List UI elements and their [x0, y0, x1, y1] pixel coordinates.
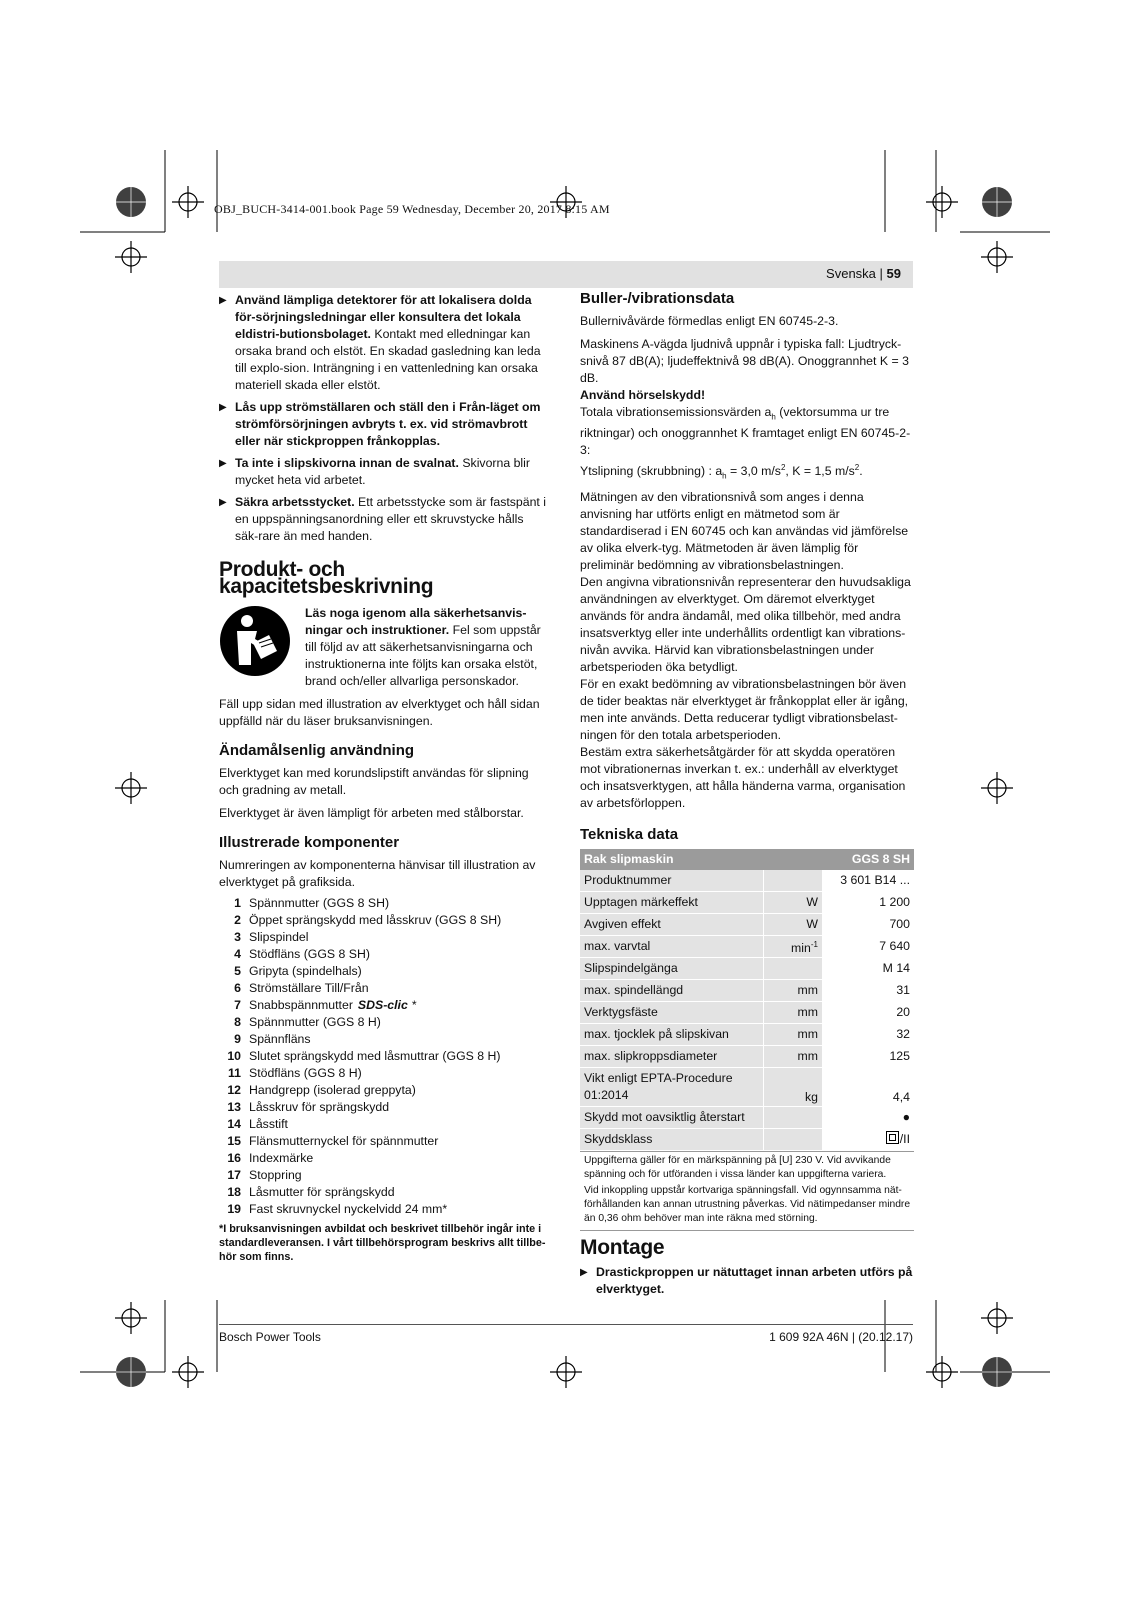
component-item: [219, 1150, 549, 1167]
row-label: Skyddsklass: [580, 1129, 764, 1151]
component-label: Handgrepp (isolerad greppyta): [249, 1083, 416, 1097]
component-label: Spännmutter (GGS 8 SH): [249, 896, 390, 910]
row-label: max. tjocklek på slipskivan: [580, 1024, 764, 1046]
safety-bullet: ▶ Lås upp strömställaren och ställ den i Från-läget om strömförsörjningen avbryts t. ex. vid strömavbrott eller när stickproppen frånkopplas.: [219, 400, 541, 448]
row-unit: W: [764, 892, 823, 914]
triangle-bullet-icon: ▶: [219, 295, 227, 306]
table-row: [580, 1002, 914, 1024]
component-item: [219, 895, 549, 912]
table-row: [580, 1129, 914, 1151]
footer-brand: Bosch Power Tools: [219, 1330, 321, 1344]
component-item: [219, 980, 549, 997]
safety-bullet: ▶ Använd lämpliga detektorer för att lokalisera dolda för-sörjningsledningar eller konsultera det lokala eldistri-butionsbolaget. Kontakt med elledningar kan orsaka brand och elstöt. En skadad gasledning kan leda till explo-sion. Inträngning i en vattenledning kan orsaka materiell skada eller elstöt.: [219, 293, 541, 392]
row-unit: [764, 870, 823, 892]
vibration-paragraph: Den angivna vibrationsnivån representerar den huvudsakliga användningen av elverktyget. Om däremot elverktyget används för andra ändamål, med olika tillbehör, med andra insatsverktyg eller inte underhållits ordentligt kan vibrations-nivån avvika. Härvid kan vibrationsbelastningen under arbetsperioden öka betydligt.: [580, 575, 911, 674]
component-label: Fast skruvnyckel nyckelvidd 24 mm*: [249, 1202, 448, 1216]
sds-clic-footnote-star: *: [411, 998, 417, 1012]
section-title: Produkt- och kapacitetsbeskrivning: [219, 558, 434, 598]
row-unit: mm: [764, 1046, 823, 1068]
row-unit: kg: [764, 1068, 823, 1107]
row-value: M 14: [823, 958, 915, 980]
row-unit: [764, 958, 823, 980]
row-value: ●: [823, 1107, 915, 1129]
component-number: 12: [227, 1083, 241, 1097]
component-item: [219, 1184, 549, 1201]
row-unit: mm: [764, 1024, 823, 1046]
components-list: [219, 895, 549, 1218]
component-label: Indexmärke: [249, 1151, 314, 1165]
component-label: Snabbspännmutter: [249, 998, 353, 1012]
fold-page-text: Fäll upp sidan med illustration av elverktyget och håll sidan uppfälld när du läser bruksanvisningen.: [219, 697, 540, 728]
usage-heading: Ändamålsenlig användning: [219, 742, 415, 759]
component-label: Strömställare Till/Från: [249, 981, 369, 995]
table-row: [580, 1024, 914, 1046]
component-number: 15: [227, 1134, 241, 1148]
component-item: [219, 1133, 549, 1150]
row-value: 31: [823, 980, 915, 1002]
protection-class-icon: [886, 1131, 899, 1144]
row-label: max. spindellängd: [580, 980, 764, 1002]
component-item: [219, 1082, 549, 1099]
component-number: 6: [234, 981, 241, 995]
component-number: 7: [234, 998, 241, 1012]
component-label: Gripyta (spindelhals): [249, 964, 362, 978]
vibration-paragraph: För en exakt bedömning av vibrationsbelastningen bör även de tider beaktas när elverktyget är frånkopplat eller är igång, men inte används. Detta reducerar tydligt vibrationsbelast-ningen för den totala arbetsperioden.: [580, 677, 909, 742]
component-item: [219, 1048, 549, 1065]
left-column: [219, 292, 549, 1264]
component-number: 9: [234, 1032, 241, 1046]
component-number: 3: [234, 930, 241, 944]
tech-data-heading: Tekniska data: [580, 826, 679, 843]
noise-paragraph: Bullernivåvärde förmedlas enligt EN 60745-2-3.: [580, 314, 839, 328]
row-value: 32: [823, 1024, 915, 1046]
table-header-label: Rak slipmaskin: [580, 849, 823, 870]
component-number: 11: [228, 1066, 241, 1080]
row-value: 4,4: [823, 1068, 915, 1107]
footer-rule: [219, 1324, 913, 1325]
table-notes: Uppgifterna gäller för en märkspänning på [U] 230 V. Vid avvikande spänning och för utföranden i vissa länder kan uppgifterna variera. Vid inkoppling uppstår kortvariga spänningsfall. Vid ogynnsamma nät-förhållanden kan annan utrustning påverkas. Vid nätimpedanser mindre än 0,36 ohm behöver man inte räkna med störning.: [580, 1151, 914, 1231]
row-value: 125: [823, 1046, 915, 1068]
header-language: Svenska: [826, 266, 876, 281]
component-number: 5: [234, 964, 241, 978]
print-slug: OBJ_BUCH-3414-001.book Page 59 Wednesday, December 20, 2017 8:15 AM: [214, 202, 610, 216]
component-number: 4: [234, 947, 241, 961]
page-header: Svenska | 59: [219, 261, 913, 288]
table-row: [580, 1068, 914, 1107]
usage-paragraph: Elverktyget är även lämpligt för arbeten med stålborstar.: [219, 806, 524, 820]
hearing-protection: Använd hörselskydd!: [580, 388, 706, 402]
table-row: [580, 1046, 914, 1068]
component-label: Stödfläns (GGS 8 H): [249, 1066, 362, 1080]
row-value: 20: [823, 1002, 915, 1024]
triangle-bullet-icon: ▶: [219, 497, 227, 508]
row-value: /II: [823, 1129, 915, 1151]
triangle-bullet-icon: ▶: [219, 458, 227, 469]
component-label: Öppet sprängskydd med låsskruv (GGS 8 SH): [249, 913, 502, 927]
row-label: max. varvtal: [580, 936, 764, 958]
row-label: Slipspindelgänga: [580, 958, 764, 980]
row-label: Upptagen märkeffekt: [580, 892, 764, 914]
component-label: Låsskruv för sprängskydd: [249, 1100, 390, 1114]
component-number: 10: [227, 1049, 241, 1063]
vibration-values: Totala vibrationsemissionsvärden $a_h$ (vektorsumma ur tre riktningar) och onoggrannhet K framtaget enligt EN 60745-2-3: Ytslipning (skrubbning) : $a_h = 3,0$ $m/s^2$, K = 1,5 $m/s^2$.: [580, 405, 911, 481]
component-number: 16: [227, 1151, 241, 1165]
vibration-paragraph: Bestäm extra säkerhetsåtgärder för att skydda operatören mot vibrationernas inverkan t. ex.: underhåll av elverktyget och insatsverktygen, att hålla händerna varma, organisation av arbetsförloppen.: [580, 745, 906, 810]
footer-doc-number: 1 609 92A 46N | (20.12.17): [769, 1330, 913, 1344]
noise-paragraph: Maskinens A-vägda ljudnivå uppnår i typiska fall: Ljudtryck-snivå 87 dB(A); ljudeffektnivå 98 dB(A). Onoggrannhet K = 3 dB.: [580, 337, 909, 385]
read-manual-icon: [219, 605, 291, 677]
row-value: 3 601 B14 ...: [823, 870, 915, 892]
row-unit: mm: [764, 1002, 823, 1024]
row-label: max. slipkroppsdiameter: [580, 1046, 764, 1068]
component-item: [219, 1116, 549, 1133]
component-item: [219, 946, 549, 963]
usage-paragraph: Elverktyget kan med korundslipstift användas för slipning och gradning av metall.: [219, 766, 529, 797]
row-label: Verktygsfäste: [580, 1002, 764, 1024]
component-label: Stödfläns (GGS 8 SH): [249, 947, 370, 961]
component-label: Slutet sprängskydd med låsmuttrar (GGS 8 H): [249, 1049, 501, 1063]
montage-bullet: ▶ Drastickproppen ur nätuttaget innan arbeten utförs på elverktyget.: [580, 1265, 913, 1297]
read-manual-warning: Läs noga igenom alla säkerhetsanvis-ningar och instruktioner. Fel som uppstår till följd av att säkerhetsanvisningarna och instruktionerna inte följts kan orsaka elstöt, brand och/eller allvarliga personskador.: [219, 605, 549, 690]
noise-heading: Buller-/vibrationsdata: [580, 290, 735, 307]
right-column: [580, 290, 914, 1303]
component-number: 1: [234, 896, 241, 910]
component-number: 18: [227, 1185, 241, 1199]
row-value: 1 200: [823, 892, 915, 914]
component-item: [219, 1014, 549, 1031]
components-heading: Illustrerade komponenter: [219, 834, 400, 851]
component-label: Låsmutter för sprängskydd: [249, 1185, 395, 1199]
component-label: Flänsmutternyckel för spännmutter: [249, 1134, 439, 1148]
component-label: Slipspindel: [249, 930, 309, 944]
row-unit: [764, 1129, 823, 1151]
component-item: [219, 912, 549, 929]
component-item: [219, 1167, 549, 1184]
row-unit: [764, 1107, 823, 1129]
safety-bullet: ▶ Ta inte i slipskivorna innan de svalnat. Skivorna blir mycket heta vid arbetet.: [219, 456, 530, 487]
page-number: 59: [886, 266, 901, 281]
component-number: 17: [227, 1168, 241, 1182]
component-item: [219, 997, 549, 1014]
component-item: [219, 963, 549, 980]
component-item: [219, 1065, 549, 1082]
component-label: Spännmutter (GGS 8 H): [249, 1015, 381, 1029]
component-label: Stoppring: [249, 1168, 302, 1182]
table-row: [580, 1107, 914, 1129]
component-item: [219, 1031, 549, 1048]
row-label: Avgiven effekt: [580, 914, 764, 936]
component-item: [219, 1201, 549, 1218]
triangle-bullet-icon: ▶: [580, 1267, 588, 1279]
component-number: 14: [227, 1117, 241, 1131]
tech-data-table: [580, 849, 914, 1151]
footnote: *I bruksanvisningen avbildat och beskrivet tillbehör ingår inte i standardleveransen. I vårt tillbehörsprogram beskrivs allt tillbe-hör som finns.: [219, 1223, 546, 1263]
row-label: Vikt enligt EPTA-Procedure 01:2014: [580, 1068, 764, 1107]
table-header-model: GGS 8 SH: [823, 849, 915, 870]
triangle-bullet-icon: ▶: [219, 402, 227, 413]
row-unit: $\min^{-1}$: [764, 936, 823, 958]
components-intro: Numreringen av komponenterna hänvisar till illustration av elverktyget på grafiksida.: [219, 858, 536, 889]
row-value: 700: [823, 914, 915, 936]
component-item: [219, 929, 549, 946]
row-label: Produktnummer: [580, 870, 764, 892]
table-row: [580, 958, 914, 980]
vibration-paragraph: Mätningen av den vibrationsnivå som anges i denna anvisning har utförts enligt en mätmetod som är standardiserad i EN 60745 och kan användas vid jämförelse av olika elverk-tyg. Mätmetoden är även lämplig för preliminär bedömning av vibrationsbelastningen.: [580, 490, 909, 572]
table-row: [580, 980, 914, 1002]
component-number: 19: [227, 1202, 241, 1216]
safety-bullet: ▶ Säkra arbetsstycket. Ett arbetsstycke som är fastspänt i en uppspänningsanordning eller ett skruvstycke hålls säk-rare än med handen.: [219, 495, 546, 543]
montage-heading: Montage: [580, 1236, 665, 1260]
table-row: [580, 914, 914, 936]
table-row: [580, 870, 914, 892]
component-item: [219, 1099, 549, 1116]
component-label: Låsstift: [249, 1117, 288, 1131]
sds-clic-logo: SDS-clic: [357, 998, 408, 1012]
table-row: [580, 892, 914, 914]
row-value: 7 640: [823, 936, 915, 958]
component-number: 2: [234, 913, 241, 927]
component-label: Spännfläns: [249, 1032, 311, 1046]
row-unit: mm: [764, 980, 823, 1002]
row-unit: W: [764, 914, 823, 936]
row-label: Skydd mot oavsiktlig återstart: [580, 1107, 764, 1129]
component-number: 13: [227, 1100, 241, 1114]
component-number: 8: [234, 1015, 241, 1029]
table-row: [580, 936, 914, 958]
